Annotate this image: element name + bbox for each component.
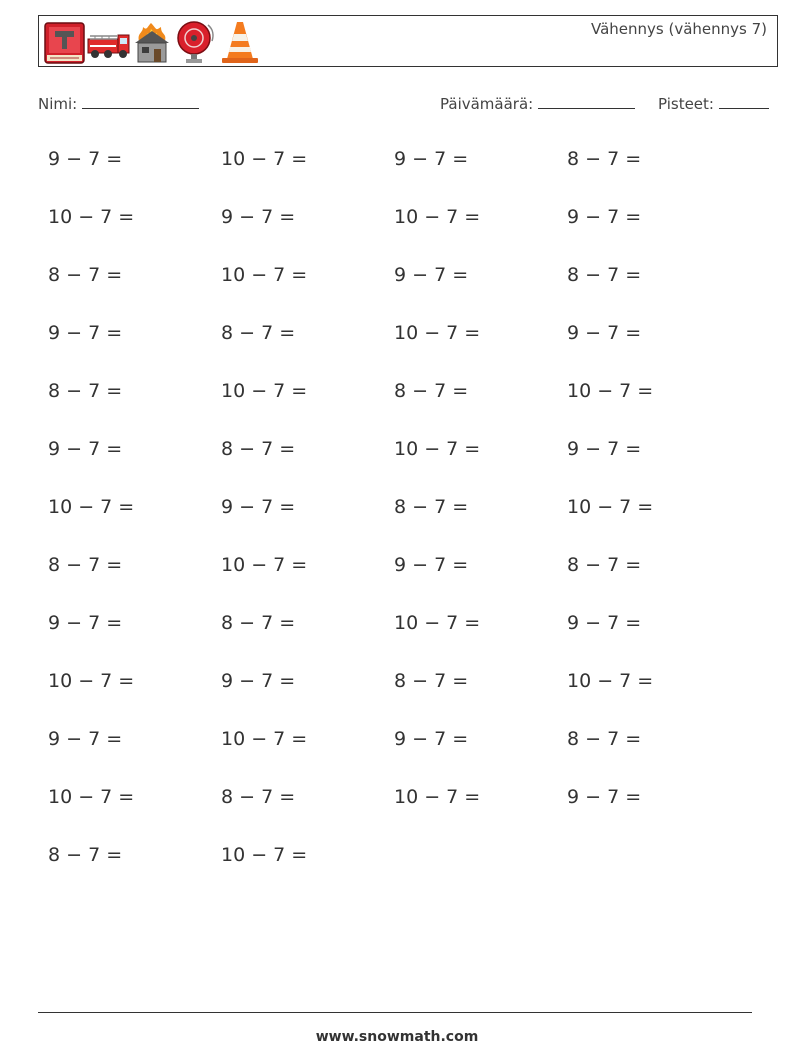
problem-item: 8 − 7 = (394, 380, 469, 402)
problem-item: 8 − 7 = (48, 844, 123, 866)
problem-item: 9 − 7 = (394, 148, 469, 170)
problem-item: 8 − 7 = (394, 670, 469, 692)
problem-item: 8 − 7 = (567, 148, 642, 170)
problem-item: 8 − 7 = (48, 264, 123, 286)
problem-item: 10 − 7 = (221, 554, 308, 576)
problem-item: 10 − 7 = (567, 380, 654, 402)
problem-item: 9 − 7 = (567, 612, 642, 634)
name-blank-line[interactable] (82, 94, 199, 109)
problem-item: 9 − 7 = (48, 148, 123, 170)
problem-item: 9 − 7 = (48, 438, 123, 460)
problem-item: 9 − 7 = (394, 554, 469, 576)
problem-item: 8 − 7 = (221, 322, 296, 344)
worksheet-header (38, 15, 778, 67)
problem-item: 10 − 7 = (567, 670, 654, 692)
problem-item: 8 − 7 = (567, 264, 642, 286)
problem-item: 9 − 7 = (567, 322, 642, 344)
date-field (440, 94, 635, 113)
problem-item: 9 − 7 = (48, 612, 123, 634)
problem-item: 9 − 7 = (221, 670, 296, 692)
score-field (658, 94, 769, 113)
score-label: Pisteet: (658, 95, 714, 113)
problem-item: 9 − 7 = (567, 438, 642, 460)
problem-item: 9 − 7 = (567, 786, 642, 808)
worksheet-title: Vähennys (vähennys 7) (590, 20, 767, 38)
problem-item: 10 − 7 = (221, 380, 308, 402)
problem-item: 8 − 7 = (221, 438, 296, 460)
date-blank-line[interactable] (538, 94, 635, 109)
problem-item: 10 − 7 = (221, 728, 308, 750)
name-field (38, 94, 199, 113)
problem-item: 10 − 7 = (394, 206, 481, 228)
burning-house-icon (131, 19, 174, 65)
problem-item: 8 − 7 = (48, 380, 123, 402)
problem-item: 9 − 7 = (221, 496, 296, 518)
problem-item: 10 − 7 = (394, 786, 481, 808)
problem-item: 10 − 7 = (394, 612, 481, 634)
problem-item: 9 − 7 = (48, 728, 123, 750)
problem-item: 10 − 7 = (48, 670, 135, 692)
problem-item: 10 − 7 = (394, 322, 481, 344)
date-label: Päivämäärä: (440, 95, 534, 113)
footer-url: www.snowmath.com (315, 1029, 479, 1045)
student-info-fields (38, 94, 772, 118)
header-icons (43, 18, 262, 66)
problem-item: 10 − 7 = (394, 438, 481, 460)
problem-item: 9 − 7 = (394, 728, 469, 750)
fire-truck-icon (87, 19, 130, 65)
problem-item: 8 − 7 = (48, 554, 123, 576)
name-label: Nimi: (38, 95, 78, 113)
problem-item: 10 − 7 = (48, 206, 135, 228)
problem-item: 10 − 7 = (567, 496, 654, 518)
footer-divider (38, 1012, 752, 1013)
problem-item: 9 − 7 = (567, 206, 642, 228)
problem-item: 8 − 7 = (394, 496, 469, 518)
problem-item: 8 − 7 = (567, 554, 642, 576)
problem-item: 9 − 7 = (48, 322, 123, 344)
problem-item: 10 − 7 = (48, 496, 135, 518)
problem-item: 8 − 7 = (221, 786, 296, 808)
traffic-cone-icon (219, 19, 262, 65)
fire-alarm-box-icon (43, 19, 86, 65)
score-blank-line[interactable] (719, 94, 769, 109)
problem-item: 10 − 7 = (48, 786, 135, 808)
fire-bell-icon (175, 19, 218, 65)
problem-item: 10 − 7 = (221, 264, 308, 286)
problem-item: 10 − 7 = (221, 148, 308, 170)
problem-item: 9 − 7 = (221, 206, 296, 228)
problem-item: 10 − 7 = (221, 844, 308, 866)
problem-item: 8 − 7 = (567, 728, 642, 750)
problem-item: 8 − 7 = (221, 612, 296, 634)
problem-item: 9 − 7 = (394, 264, 469, 286)
